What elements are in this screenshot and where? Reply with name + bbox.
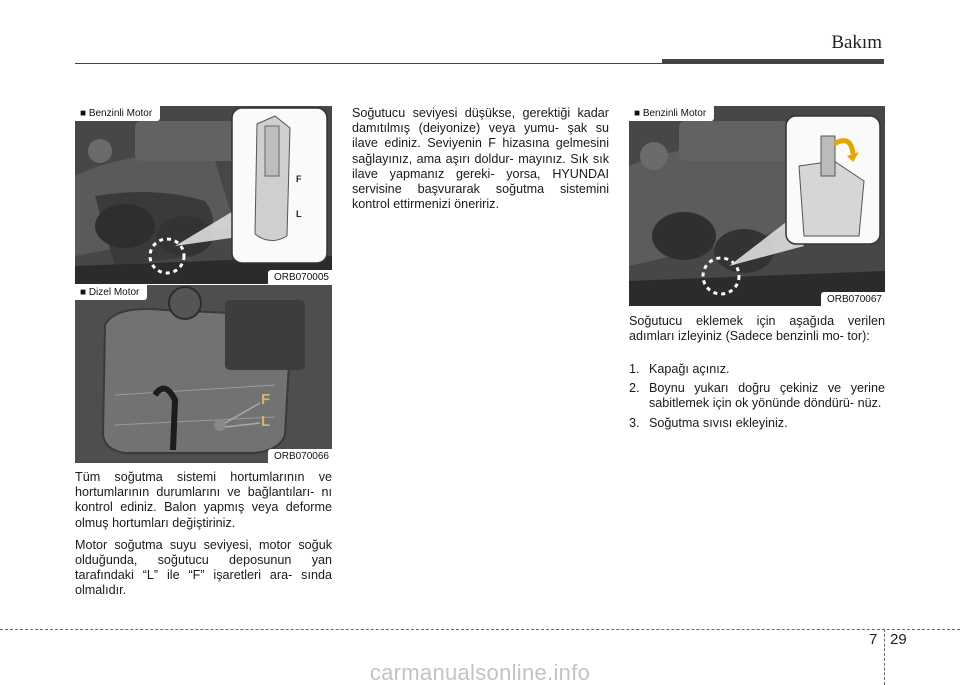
coolant-reservoir-illustration — [75, 285, 332, 463]
step-text: Boynu yukarı doğru çekiniz ve yerine sabitlemek için ok yönünde döndürü- nüz. — [649, 381, 885, 411]
engine-illustration — [75, 106, 332, 284]
list-item — [629, 381, 885, 411]
page-number: 29 — [890, 631, 907, 648]
mark-f: F — [261, 391, 271, 408]
chapter-number: 7 — [869, 631, 878, 648]
steps-list — [629, 362, 885, 435]
middle-column-text — [352, 106, 609, 219]
list-item — [629, 416, 885, 431]
list-item — [629, 362, 885, 377]
figure-dizel-motor — [75, 285, 332, 463]
paragraph: Motor soğutma suyu seviyesi, motor soğuk olduğunda, soğutucu deposunun yan tarafındaki “L” ile “F” işaretleri ara- sında olmalıdır. — [75, 537, 332, 598]
step-number: 3. — [629, 415, 640, 430]
step-text: Kapağı açınız. — [649, 362, 730, 376]
right-column-intro: Soğutucu eklemek için aşağıda verilen adımları izleyiniz (Sadece benzinli mo- tor): — [629, 314, 885, 344]
mark-f: F — [296, 174, 302, 184]
paragraph: Tüm soğutma sistemi hortumlarının ve hortumlarının durumlarını ve bağlantıları- nı kontrol ediniz. Balon yapmış veya deforme olmuş hortumları değiştiriniz. — [75, 470, 332, 530]
step-text: Soğutma sıvısı ekleyiniz. — [649, 415, 788, 430]
figure-benzinli-motor-1 — [75, 106, 332, 284]
mark-l: L — [261, 413, 271, 430]
left-column-text — [75, 470, 332, 606]
header-rule-thin — [75, 63, 665, 64]
figure-code: ORB070005 — [268, 270, 332, 284]
paragraph: Soğutucu seviyesi düşükse, gerektiği kadar damıtılmış (deiyonize) veya yumu- şak su ilave ediniz. Seviyenin F hizasına gelmesini sağlayınız, ama aşırı doldur- mayınız. Sık sık ilave yapmanız gereki- yorsa, HYUNDAI servisine başvurarak soğutma sistemini kontrol ettirmenizi öneririz. — [352, 106, 609, 212]
figure-code: ORB070067 — [821, 292, 885, 306]
section-title: Bakım — [831, 32, 882, 53]
figure-label: ■ Dizel Motor — [75, 285, 147, 300]
engine-cap-illustration — [629, 106, 885, 306]
mark-l: L — [296, 209, 302, 219]
figure-code: ORB070066 — [268, 449, 332, 463]
figure-benzinli-motor-2 — [629, 106, 885, 306]
figure-label: ■ Benzinli Motor — [75, 106, 160, 121]
header-rule-thick — [662, 59, 884, 64]
step-number: 1. — [629, 362, 640, 376]
figure-label: ■ Benzinli Motor — [629, 106, 714, 121]
step-number: 2. — [629, 381, 640, 396]
footer-dashed-line — [0, 629, 960, 630]
watermark: carmanualsonline.info — [369, 660, 591, 685]
